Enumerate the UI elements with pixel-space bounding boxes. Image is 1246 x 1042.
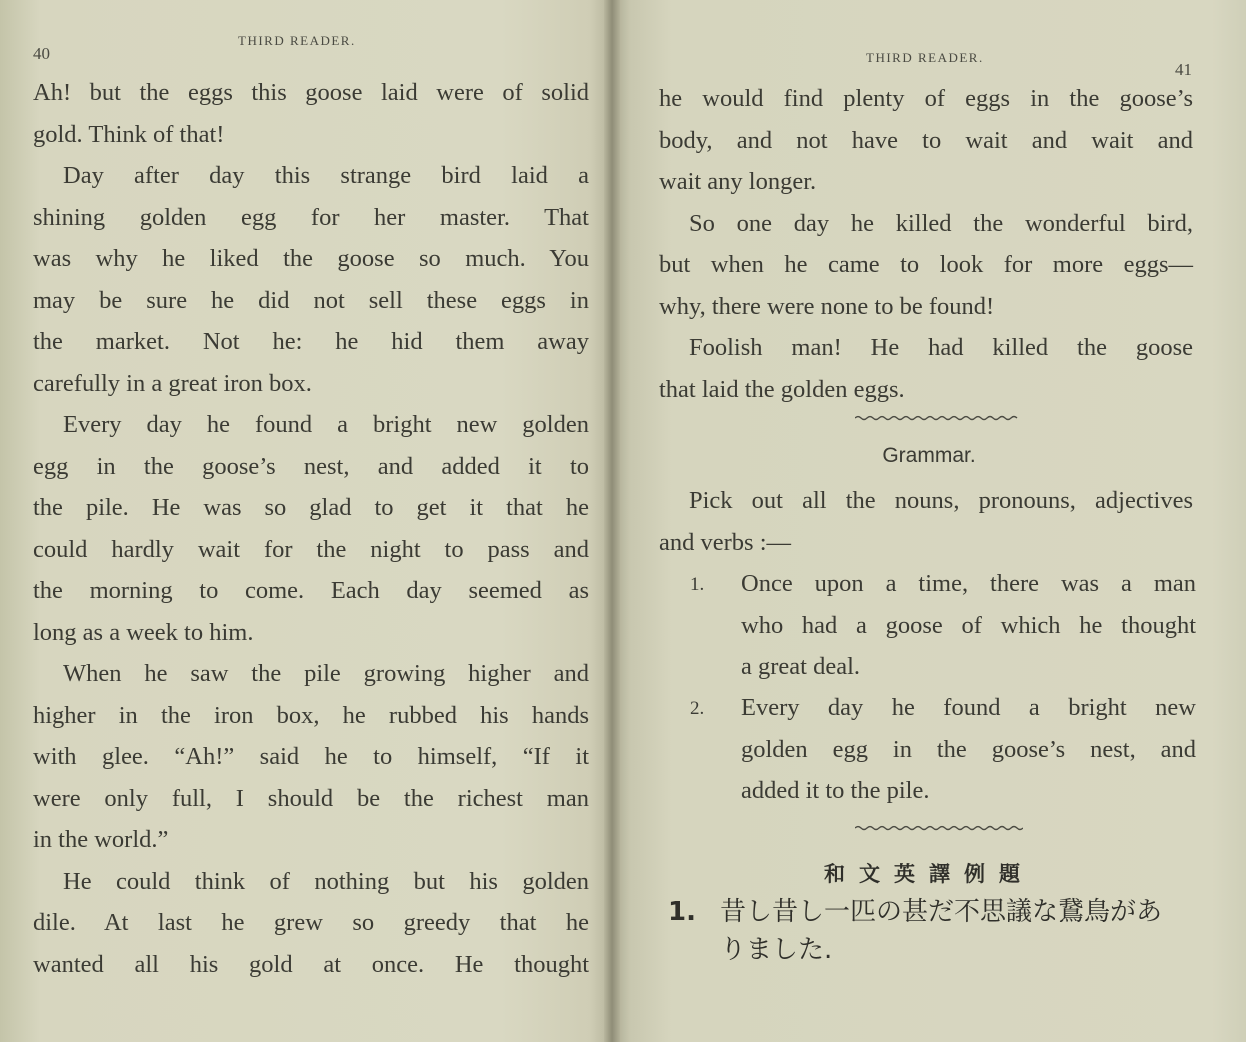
exercise-item xyxy=(741,687,1196,812)
japanese-exercise-text xyxy=(720,893,1210,969)
text-line: was why he liked the goose so much. You xyxy=(33,245,589,272)
text-line: When he saw the pile growing higher and xyxy=(63,660,589,687)
text-line: with glee. “Ah!” said he to himself, “If it xyxy=(33,743,589,770)
left-page xyxy=(0,0,612,1042)
text-line: long as a week to him. xyxy=(33,618,254,646)
text-line: wanted all his gold at once. He thought xyxy=(33,950,589,978)
text-line: were only full, I should be the richest man xyxy=(33,784,589,812)
text-line: but when he came to look for more eggs— xyxy=(659,251,1193,278)
text-line: Once upon a time, there was a man xyxy=(741,570,1196,597)
text-line: Pick out all the nouns, pronouns, adjectives xyxy=(689,487,1193,514)
left-body-text xyxy=(33,72,589,985)
text-line: golden egg in the goose’s nest, and xyxy=(741,735,1196,763)
text-line: that laid the golden eggs. xyxy=(659,375,905,403)
exercise-number: 2. xyxy=(690,698,705,719)
decorative-rule-top xyxy=(855,414,1020,422)
running-head-right: THIRD READER. xyxy=(866,50,984,65)
exercise-number: 1. xyxy=(690,574,705,595)
japanese-exercise-heading: 和文英譯例題 xyxy=(824,862,1034,886)
japanese-exercise-number: 1. xyxy=(668,897,696,927)
grammar-instruction xyxy=(659,480,1193,563)
text-line: Day after day this strange bird laid a xyxy=(63,162,589,189)
decorative-rule-bottom xyxy=(855,824,1023,832)
page-number-left: 40 xyxy=(33,44,50,63)
text-line: why, there were none to be found! xyxy=(659,292,995,320)
text-line: So one day he killed the wonderful bird, xyxy=(689,209,1193,237)
text-line: body, and not have to wait and wait and xyxy=(659,126,1193,154)
text-line: a great deal. xyxy=(741,653,861,680)
text-line: dile. At last he grew so greedy that he xyxy=(33,909,589,936)
text-line: may be sure he did not sell these eggs in xyxy=(33,286,589,314)
text-line: higher in the iron box, he rubbed his hands xyxy=(33,701,589,729)
text-line: in the world.” xyxy=(33,826,169,853)
text-line: the morning to come. Each day seemed as xyxy=(33,577,589,604)
text-line: wait any longer. xyxy=(659,168,817,195)
text-line: gold. Think of that! xyxy=(33,120,225,148)
text-line: Every day he found a bright new xyxy=(741,694,1196,721)
text-line: Every day he found a bright new golden xyxy=(63,411,589,438)
text-line: the pile. He was so glad to get it that he xyxy=(33,494,589,521)
text-line: Ah! but the eggs this goose laid were of solid xyxy=(33,79,589,106)
text-line: he would find plenty of eggs in the goose’s xyxy=(659,85,1193,112)
text-line: and verbs :— xyxy=(659,528,791,556)
text-line: added it to the pile. xyxy=(741,777,930,804)
text-line: carefully in a great iron box. xyxy=(33,369,312,397)
text-line: who had a goose of which he thought xyxy=(741,611,1196,639)
page-number-right: 41 xyxy=(1175,60,1192,79)
text-line: could hardly wait for the night to pass and xyxy=(33,535,589,563)
grammar-title: Grammar. xyxy=(882,444,976,467)
text-line: りました. xyxy=(720,935,833,965)
right-body-text xyxy=(659,78,1193,410)
text-line: 昔し昔し一匹の甚だ不思議な鵞鳥があ xyxy=(720,897,1163,927)
text-line: the market. Not he: he hid them away xyxy=(33,328,589,355)
exercise-item xyxy=(741,563,1196,688)
text-line: He could think of nothing but his golden xyxy=(63,867,589,895)
text-line: egg in the goose’s nest, and added it to xyxy=(33,452,589,480)
text-line: Foolish man! He had killed the goose xyxy=(689,334,1193,361)
running-head-left: THIRD READER. xyxy=(238,33,356,48)
text-line: shining golden egg for her master. That xyxy=(33,203,589,231)
